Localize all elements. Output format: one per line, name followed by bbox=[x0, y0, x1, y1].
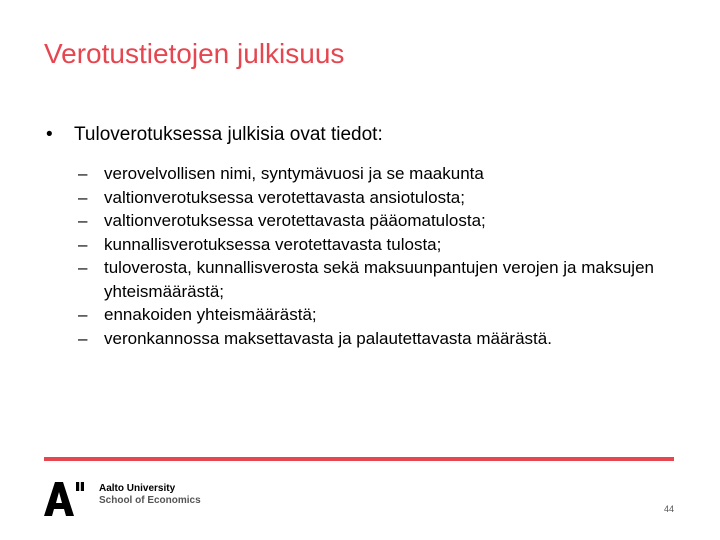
list-item-text: valtionverotuksessa verotettavasta pääomatulosta; bbox=[104, 211, 486, 230]
slide-title: Verotustietojen julkisuus bbox=[44, 38, 345, 69]
logo-line-school: School of Economics bbox=[99, 495, 201, 506]
footer-divider bbox=[44, 457, 674, 461]
list-item-text: valtionverotuksessa verotettavasta ansiotulosta; bbox=[104, 187, 465, 207]
university-logo-text bbox=[99, 483, 201, 507]
sub-bullet-list bbox=[78, 162, 678, 350]
list-item bbox=[78, 186, 678, 210]
dash-symbol: – bbox=[78, 258, 88, 277]
list-item bbox=[78, 256, 678, 303]
list-item bbox=[78, 303, 678, 327]
list-item bbox=[78, 233, 678, 257]
list-item-text: veronkannossa maksettavasta ja palautettavasta määrästä. bbox=[104, 328, 552, 348]
list-item-text: ennakoiden yhteismäärästä; bbox=[104, 305, 317, 324]
dash-symbol: – bbox=[78, 305, 88, 324]
logo-line-university: Aalto University bbox=[99, 483, 176, 494]
list-item-text: tuloverosta, kunnallisverosta sekä maksuunpantujen verojen ja maksujen yhteismäärästä; bbox=[104, 258, 654, 301]
list-item bbox=[78, 209, 678, 233]
dash-symbol: – bbox=[78, 164, 88, 183]
aalto-a-icon bbox=[44, 482, 84, 516]
list-item bbox=[78, 327, 678, 351]
list-item-text: verovelvollisen nimi, syntymävuosi ja se maakunta bbox=[104, 164, 484, 183]
list-item-text: kunnallisverotuksessa verotettavasta tulosta; bbox=[104, 234, 442, 254]
bullet-symbol: • bbox=[46, 124, 53, 145]
main-bullet bbox=[46, 124, 383, 146]
main-bullet-text: Tuloverotuksessa julkisia ovat tiedot: bbox=[74, 124, 383, 145]
dash-symbol: – bbox=[78, 328, 88, 348]
dash-symbol: – bbox=[78, 211, 88, 230]
list-item bbox=[78, 162, 678, 186]
dash-symbol: – bbox=[78, 187, 88, 207]
page-number: 44 bbox=[663, 504, 674, 514]
dash-symbol: – bbox=[78, 234, 88, 254]
